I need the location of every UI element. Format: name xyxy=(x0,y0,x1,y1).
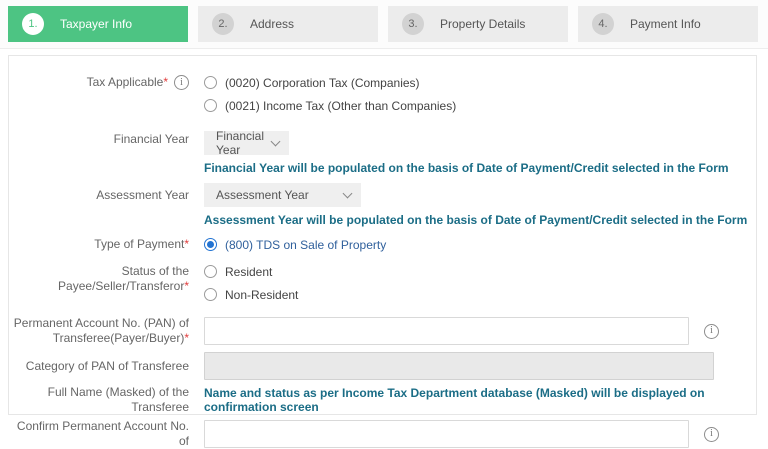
full-name-helper-text: Name and status as per Income Tax Department database (Masked) will be displayed on confirmation screen xyxy=(204,386,705,414)
confirm-pan-row xyxy=(9,419,756,449)
radio-tds-on-sale-of-property[interactable] xyxy=(204,237,756,252)
tax-applicable-label: Tax Applicable* i xyxy=(9,75,204,121)
radio-label: (0020) Corporation Tax (Companies) xyxy=(225,75,420,90)
required-asterisk: * xyxy=(163,75,168,89)
financial-year-row xyxy=(9,127,756,175)
assessment-year-helper-text: Assessment Year will be populated on the basis of Date of Payment/Credit selected in the Form xyxy=(204,213,748,227)
full-name-label: Full Name (Masked) of the Transferee xyxy=(47,385,189,414)
radio-label: (0021) Income Tax (Other than Companies) xyxy=(225,98,457,113)
pan-transferee-row xyxy=(9,316,756,346)
step-number-badge: 3. xyxy=(402,13,424,35)
step-number-badge: 2. xyxy=(212,13,234,35)
required-asterisk: * xyxy=(184,331,189,345)
required-asterisk: * xyxy=(184,279,189,293)
assessment-year-label: Assessment Year xyxy=(96,188,189,202)
type-of-payment-label: Type of Payment* xyxy=(94,237,189,251)
radio-resident[interactable] xyxy=(204,264,756,279)
radio-income-tax[interactable] xyxy=(204,98,756,113)
radio-button-icon[interactable] xyxy=(204,288,217,301)
chevron-down-icon xyxy=(271,137,281,147)
radio-non-resident[interactable] xyxy=(204,287,756,302)
step-label: Address xyxy=(250,17,295,31)
radio-corporation-tax[interactable] xyxy=(204,75,756,90)
info-icon[interactable]: i xyxy=(704,427,719,442)
step-address[interactable] xyxy=(198,6,378,42)
financial-year-helper-text: Financial Year will be populated on the basis of Date of Payment/Credit selected in the Form xyxy=(204,161,729,175)
radio-label: Non-Resident xyxy=(225,287,299,302)
radio-button-icon[interactable] xyxy=(204,265,217,278)
full-name-row xyxy=(9,385,756,415)
confirm-pan-label: Confirm Permanent Account No. of xyxy=(16,419,189,448)
assessment-year-row xyxy=(9,183,756,227)
confirm-pan-input[interactable] xyxy=(204,420,689,448)
select-value: Financial Year xyxy=(216,129,265,157)
stepper xyxy=(0,0,768,49)
info-icon[interactable]: i xyxy=(704,324,719,339)
financial-year-select[interactable] xyxy=(204,131,289,155)
payee-status-label: Status of the Payee/Seller/Transferor* xyxy=(58,264,189,293)
radio-button-checked-icon[interactable] xyxy=(204,238,217,251)
radio-button-icon[interactable] xyxy=(204,76,217,89)
step-label: Payment Info xyxy=(630,17,701,31)
required-asterisk: * xyxy=(184,237,189,251)
pan-category-label: Category of PAN of Transferee xyxy=(25,358,189,373)
financial-year-label: Financial Year xyxy=(113,132,189,146)
taxpayer-info-form-panel xyxy=(8,55,757,448)
pan-category-input xyxy=(204,352,714,380)
step-label: Taxpayer Info xyxy=(60,17,133,31)
step-payment-info[interactable] xyxy=(578,6,758,42)
select-value: Assessment Year xyxy=(216,188,309,202)
radio-label: Resident xyxy=(225,264,273,279)
radio-button-icon[interactable] xyxy=(204,99,217,112)
type-of-payment-row xyxy=(9,237,756,260)
step-label: Property Details xyxy=(440,17,526,31)
info-icon[interactable]: i xyxy=(174,75,189,90)
assessment-year-select[interactable] xyxy=(204,183,361,207)
radio-label: (800) TDS on Sale of Property xyxy=(225,237,387,252)
pan-transferee-input[interactable] xyxy=(204,317,689,345)
step-taxpayer-info[interactable] xyxy=(8,6,188,42)
pan-transferee-label: Permanent Account No. (PAN) of Transferee(Payer/Buyer)* xyxy=(13,316,189,345)
payee-status-row xyxy=(9,264,756,310)
step-number-badge: 1. xyxy=(22,13,44,35)
tax-applicable-row xyxy=(9,75,756,121)
chevron-down-icon xyxy=(343,189,353,199)
step-property-details[interactable] xyxy=(388,6,568,42)
step-number-badge: 4. xyxy=(592,13,614,35)
pan-category-row xyxy=(9,352,756,380)
